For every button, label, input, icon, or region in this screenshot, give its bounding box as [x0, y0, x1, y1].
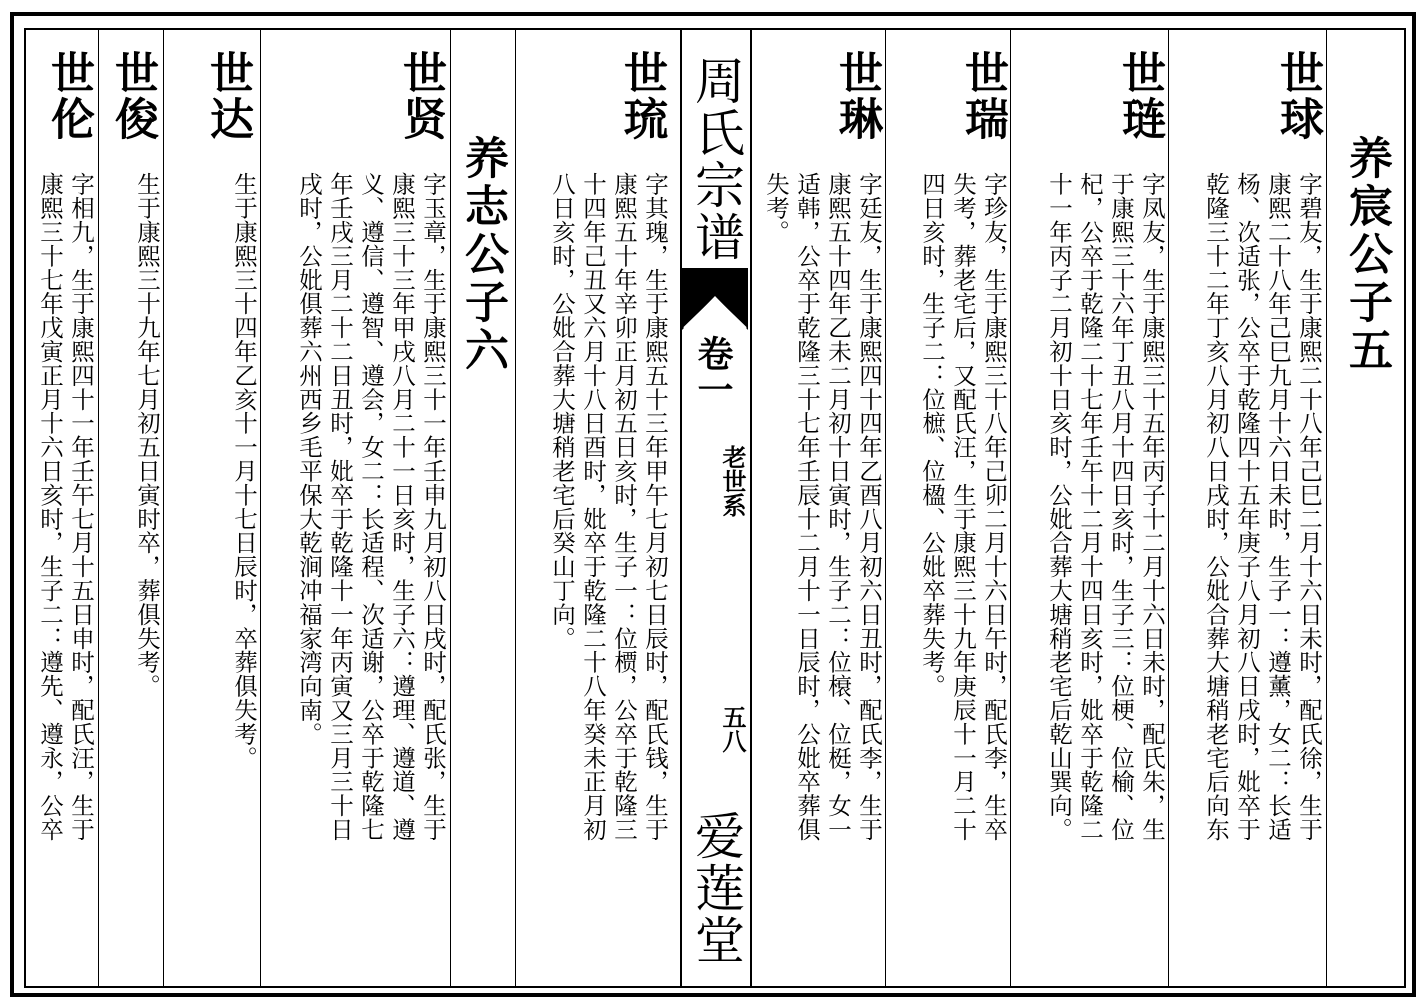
entry-line: 十一年丙子二月初十日亥时，公妣合葬大塘稍老宅后乾山巽向。 — [1045, 172, 1073, 842]
page-number: 五八 — [718, 705, 747, 753]
column-divider — [1168, 28, 1169, 988]
entry-line: 康熙三十七年戊寅正月十六日亥时，生子二：遵先、遵永，公卒 — [36, 172, 64, 842]
entry-name: 世俊 — [107, 50, 158, 142]
entry-name: 世琉 — [616, 50, 667, 142]
entry-line: 康熙三十三年甲戌八月二十一日亥时，生子六：遵理、遵道、遵 — [388, 172, 416, 842]
entry-name: 世琳 — [831, 50, 882, 142]
section-label: 老世系 — [718, 445, 747, 517]
genealogy-title: 周氏宗谱 — [687, 55, 745, 263]
fishtail-mark-icon — [682, 274, 748, 330]
entry-line: 失考，葬老宅后，又配氏汪，生于康熙三十九年庚辰十一月二十 — [949, 172, 977, 842]
entry-line: 八日亥时，公妣合葬大塘稍老宅后癸山丁向。 — [548, 172, 576, 650]
entry-line: 字玉章，生于康熙三十一年壬申九月初八日戌时，配氏张，生于 — [419, 172, 447, 842]
entry-line: 义、遵信、遵智、遵会，女二：长适程、次适谢，公卒于乾隆七 — [357, 172, 385, 842]
entry-line: 戌时，公妣俱葬六州西乡毛平保大乾涧冲福家湾向南。 — [295, 172, 323, 746]
entry-line: 字其瑰，生于康熙五十三年甲午七月初七日辰时，配氏钱，生于 — [641, 172, 669, 842]
entry-line: 四日亥时，生子二：位樜、位楹、公妣卒葬失考。 — [918, 172, 946, 698]
column-divider — [450, 28, 451, 988]
volume-label: 卷一 — [692, 335, 734, 407]
column-divider — [98, 28, 99, 988]
entry-line: 生于康熙三十四年乙亥十一月十七日辰时，卒葬俱失考。 — [230, 172, 258, 770]
entry-line: 年壬戌三月二十二日丑时，妣卒于乾隆十一年丙寅又三月三十日 — [326, 172, 354, 842]
entry-line: 适韩，公卒于乾隆三十七年壬辰十二月十一日辰时，公妣卒葬俱 — [793, 172, 821, 842]
entry-name: 世琏 — [1114, 50, 1165, 142]
column-divider — [1326, 28, 1327, 988]
entry-line: 杨、次适张，公卒于乾隆四十五年庚子八月初八日戌时，妣卒于 — [1233, 172, 1261, 842]
entry-line: 字廷友，生于康熙四十四年乙酉八月初六日丑时，配氏李，生于 — [855, 172, 883, 842]
entry-line: 失考。 — [762, 172, 790, 244]
column-divider — [515, 28, 516, 988]
entry-name: 世瑞 — [957, 50, 1008, 142]
entry-name: 世伦 — [43, 50, 94, 142]
branch-heading: 养志公子六 — [457, 135, 508, 375]
entry-line: 生于康熙三十九年七月初五日寅时卒，葬俱失考。 — [133, 172, 161, 698]
entry-name: 世球 — [1272, 50, 1323, 142]
entry-line: 康熙二十八年己巳九月十六日未时，生子一：遵薰，女二：长适 — [1264, 172, 1292, 842]
column-divider — [1010, 28, 1011, 988]
column-divider — [260, 28, 261, 988]
entry-line: 乾隆三十二年丁亥八月初八日戌时，公妣合葬大塘稍老宅后向东 — [1202, 172, 1230, 842]
entry-line: 字碧友，生于康熙二十八年己巳二月十六日未时，配氏徐，生于 — [1295, 172, 1323, 842]
entry-line: 康熙五十四年乙未二月初十日寅时，生子二：位榱、位梃，女一 — [824, 172, 852, 842]
spine-border-right — [750, 28, 752, 988]
branch-heading: 养宸公子五 — [1341, 135, 1392, 375]
entry-line: 于康熙三十六年丁丑八月十四日亥时，生子三：位梗、位榆、位 — [1107, 172, 1135, 842]
column-divider — [163, 28, 164, 988]
entry-line: 字珍友，生于康熙三十八年己卯二月十六日午时，配氏李，生卒 — [980, 172, 1008, 842]
entry-line: 字相九，生于康熙四十一年壬午七月十五日申时，配氏汪，生于 — [67, 172, 95, 842]
entry-name: 世贤 — [395, 50, 446, 142]
spine-border-left — [680, 28, 682, 988]
entry-line: 杞，公卒于乾隆二十七年壬午十二月十四日亥时，妣卒于乾隆二 — [1076, 172, 1104, 842]
column-divider — [885, 28, 886, 988]
entry-line: 十四年己丑又六月十八日酉时，妣卒于乾隆二十八年癸未正月初 — [579, 172, 607, 842]
entry-name: 世达 — [202, 50, 253, 142]
hall-name: 爱莲堂 — [687, 810, 745, 966]
entry-line: 康熙五十年辛卯正月初五日亥时，生子一：位槚，公卒于乾隆三 — [610, 172, 638, 842]
entry-line: 字凤友，生于康熙三十五年丙子十二月十六日未时，配氏朱，生 — [1138, 172, 1166, 842]
